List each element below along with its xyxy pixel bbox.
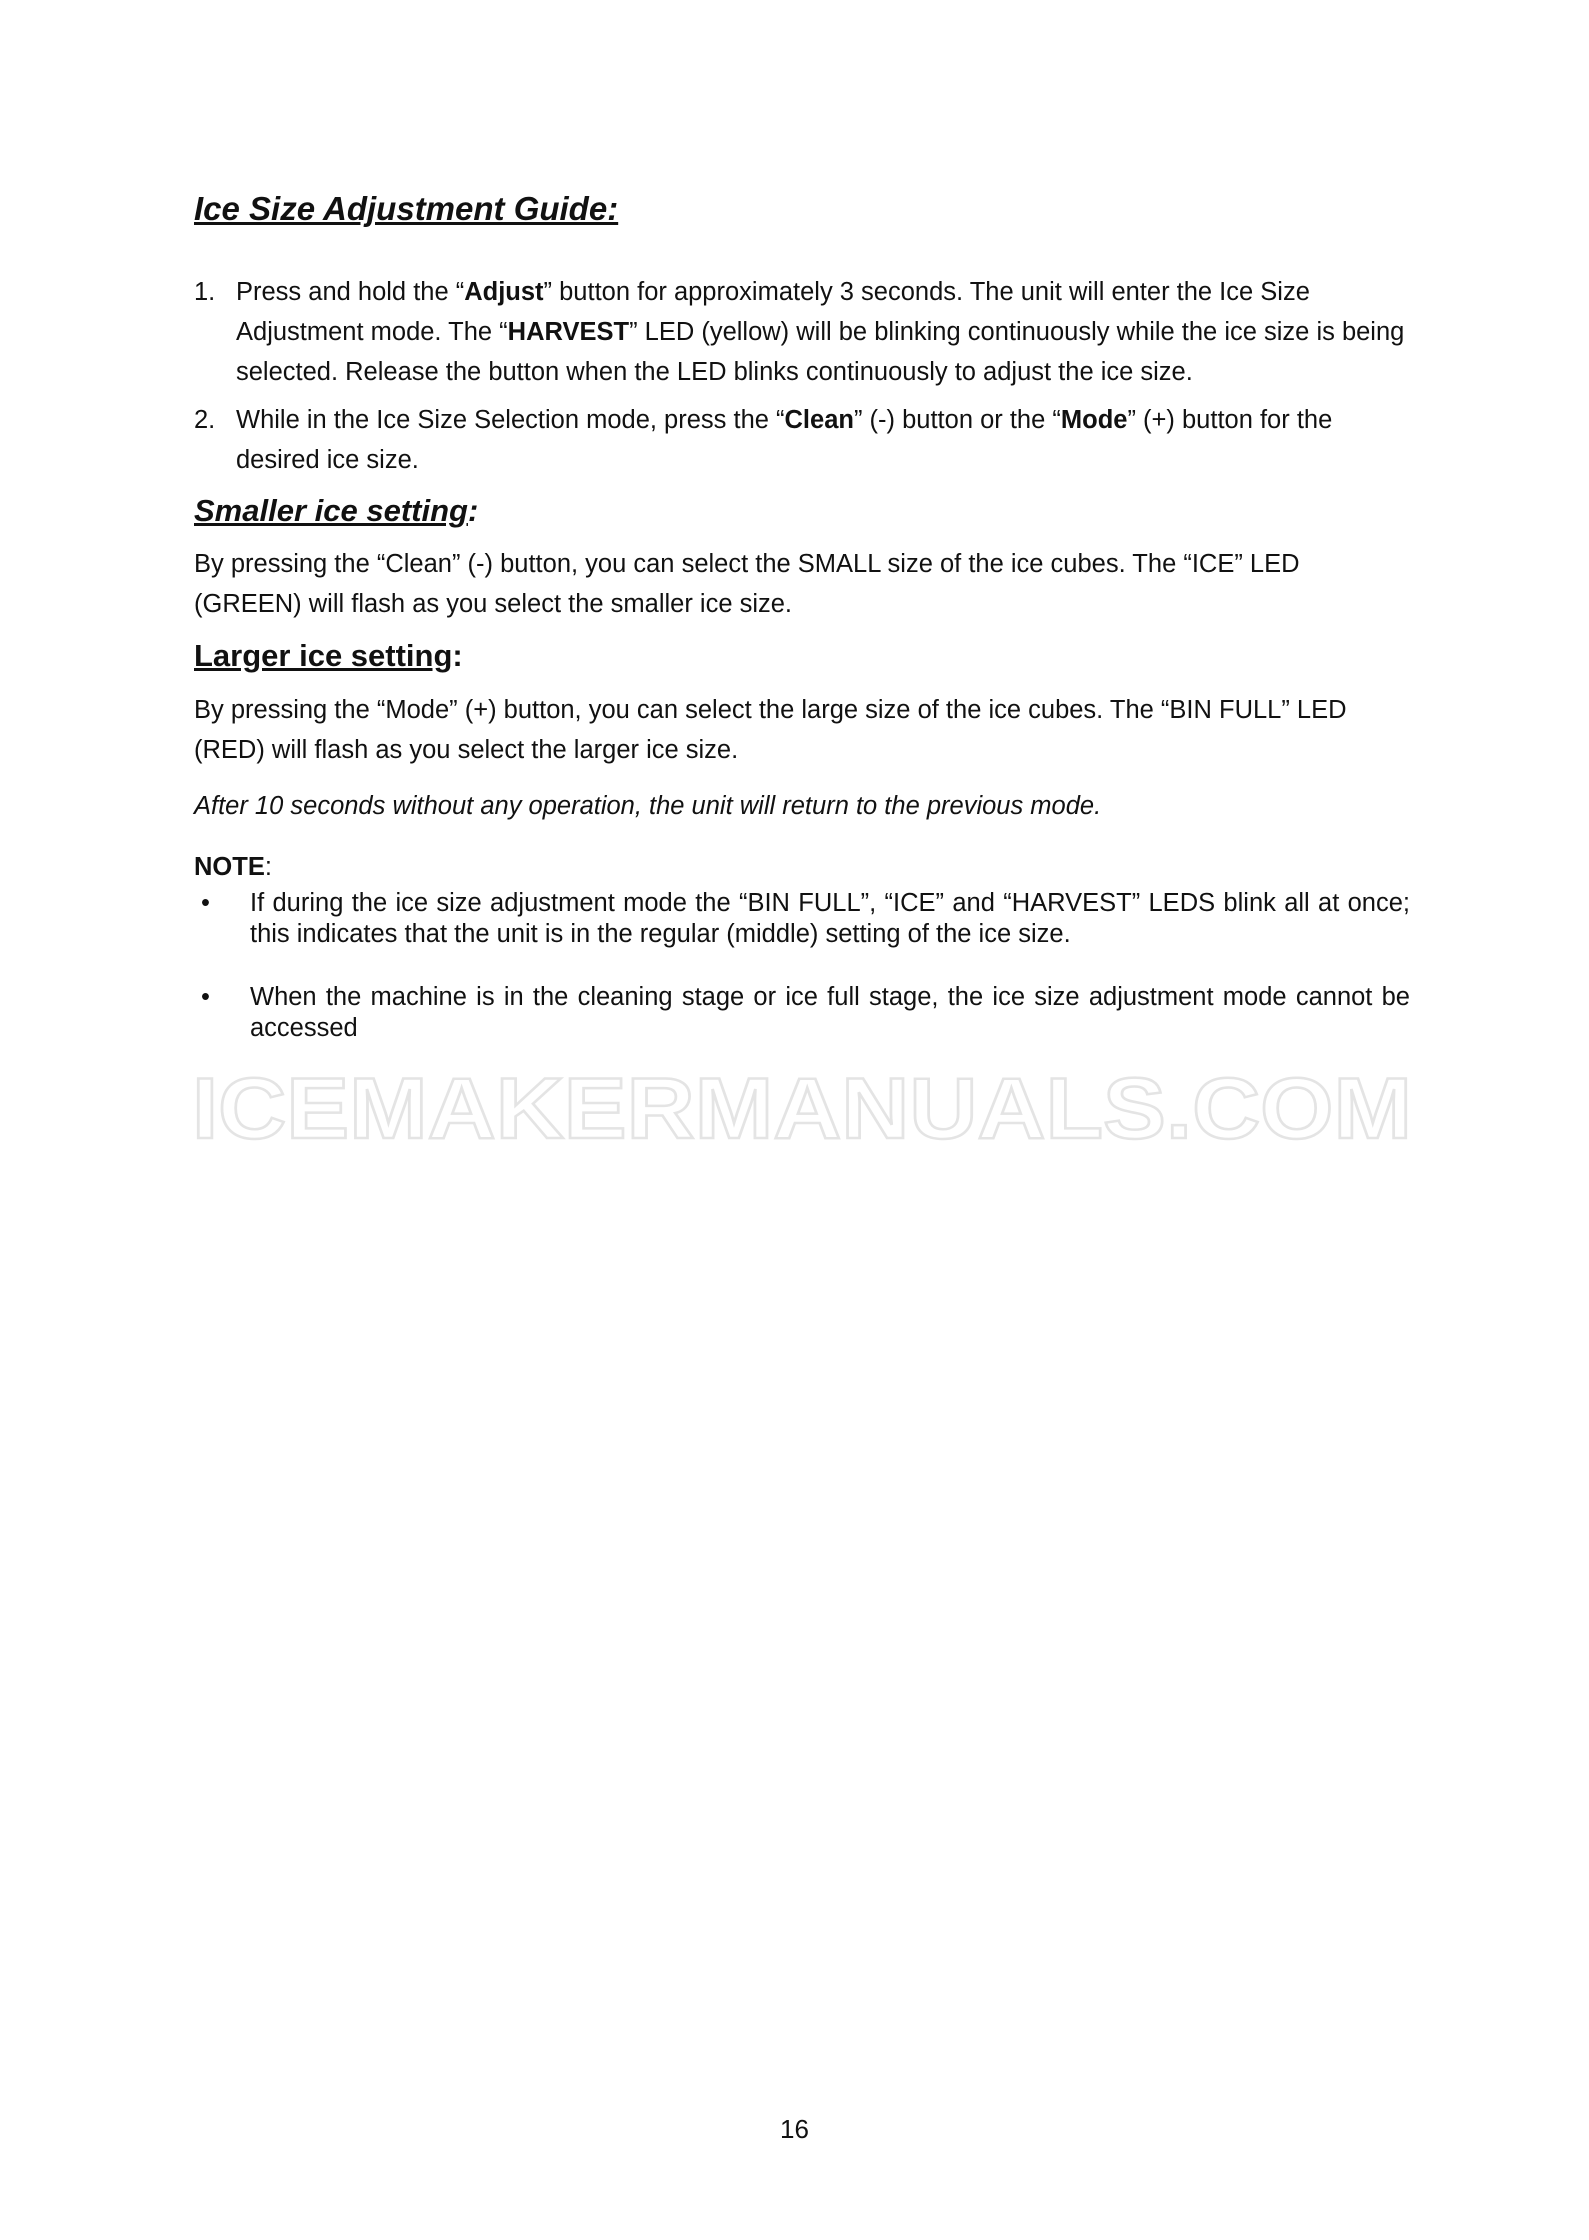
page-number: 16: [780, 2114, 809, 2144]
step-text: ” LED (yellow) will be blinking continuously while the ice size is being selected. Release the button when the LED blinks continuously to adjust the ice size.: [236, 318, 1405, 386]
watermark: [192, 1062, 1412, 1152]
note-bullet-text: When the machine is in the cleaning stage or ice full stage, the ice size adjustment mode cannot be accessed: [250, 983, 1410, 1042]
step-text: While in the Ice Size Selection mode, press the “: [236, 406, 785, 434]
step-item: [194, 400, 1414, 480]
step-bold-term: Mode: [1060, 406, 1128, 434]
step-number: 1.: [194, 278, 216, 306]
heading-colon: :: [452, 638, 463, 673]
larger-ice-heading: [194, 638, 463, 674]
larger-ice-heading-text: Larger ice setting: [194, 638, 453, 673]
heading-colon: :: [467, 493, 479, 528]
note-bullets: [194, 888, 1410, 1076]
step-bold-term: Clean: [784, 406, 854, 434]
smaller-ice-text: By pressing the “Clean” (-) button, you can select the SMALL size of the ice cubes. The “ICE” LED (GREEN) will flash as you select the smaller ice size.: [194, 550, 1300, 618]
note-label-text: NOTE: [194, 853, 265, 881]
note-label-colon: :: [264, 853, 272, 881]
step-bold-term: Adjust: [464, 278, 544, 306]
page-title: Ice Size Adjustment Guide:: [194, 190, 619, 227]
step-bold-term: HARVEST: [507, 318, 630, 346]
step-text: ” (+) button for the desired ice size.: [236, 406, 1333, 474]
step-text: ” (-) button or the “: [853, 406, 1061, 434]
step-text: Press and hold the “: [236, 278, 465, 306]
note-bullet-text: If during the ice size adjustment mode the “BIN FULL”, “ICE” and “HARVEST” LEDS blink all at once; this indicates that the unit is in the regular (middle) setting of the ice size.: [250, 889, 1410, 948]
note-label: [194, 853, 272, 882]
timeout-note: After 10 seconds without any operation, the unit will return to the previous mode.: [194, 792, 1102, 820]
note-bullet-item: [194, 888, 1410, 950]
smaller-ice-heading-text: Smaller ice setting: [194, 493, 468, 528]
smaller-ice-heading: [194, 493, 478, 529]
step-text: ” button for approximately 3 seconds. The unit will enter the Ice Size Adjustment mode. The “: [236, 278, 1310, 346]
bullet-icon: •: [201, 889, 210, 917]
step-item: [194, 272, 1414, 392]
adjustment-steps: [194, 272, 1414, 488]
watermark-text: ICEMAKERMANUALS.COM: [192, 1062, 1412, 1152]
bullet-icon: •: [201, 983, 210, 1011]
step-number: 2.: [194, 406, 216, 434]
larger-ice-text: By pressing the “Mode” (+) button, you can select the large size of the ice cubes. The “BIN FULL” LED (RED) will flash as you select the larger ice size.: [194, 696, 1347, 764]
note-bullet-item: [194, 982, 1410, 1044]
